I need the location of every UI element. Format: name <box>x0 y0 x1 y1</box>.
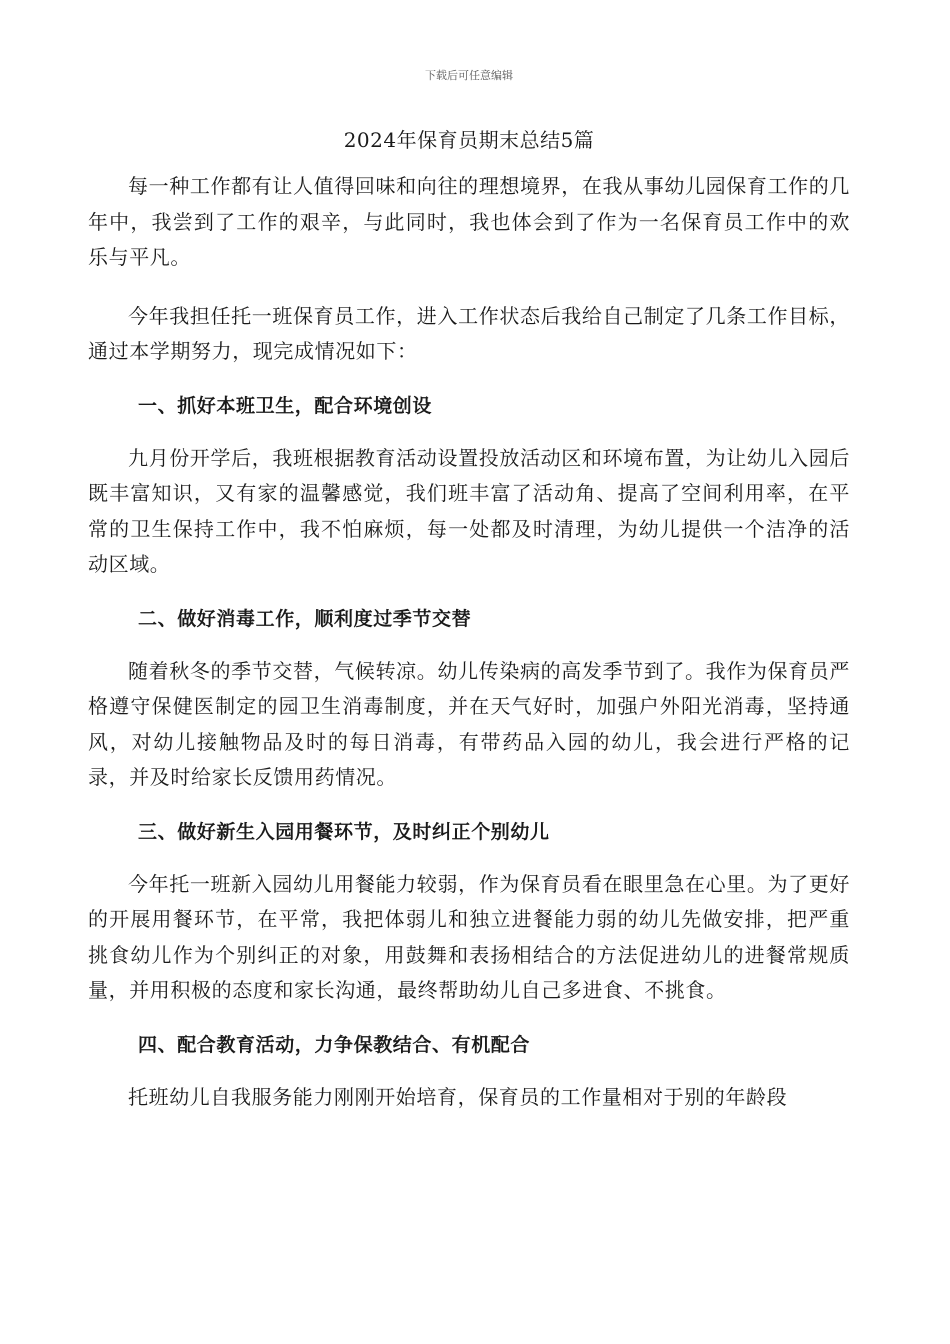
section-heading-1: 一、抓好本班卫生，配合环境创设 <box>138 394 433 417</box>
paragraph-goals: 今年我担任托一班保育员工作，进入工作状态后我给自己制定了几条工作目标，通过本学期努力，现完成情况如下： <box>88 303 850 363</box>
paragraph-intro: 每一种工作都有让人值得回味和向往的理想境界，在我从事幼儿园保育工作的几年中，我尝到了工作的艰辛，与此同时，我也体会到了作为一名保育员工作中的欢乐与平凡。 <box>88 174 850 269</box>
section-heading-2: 二、做好消毒工作，顺利度过季节交替 <box>138 607 472 630</box>
paragraph-section-2: 随着秋冬的季节交替，气候转凉。幼儿传染病的高发季节到了。我作为保育员严格遵守保健医制定的园卫生消毒制度，并在天气好时，加强户外阳光消毒，坚持通风，对幼儿接触物品及时的每日消毒，有带药品入园的幼儿，我会进行严格的记录，并及时给家长反馈用药情况。 <box>88 658 850 789</box>
header-note: 下载后可任意编辑 <box>425 69 513 82</box>
paragraph-section-4: 托班幼儿自我服务能力刚刚开始培育，保育员的工作量相对于别的年龄段 <box>128 1084 788 1109</box>
section-heading-4: 四、配合教育活动，力争保教结合、有机配合 <box>138 1033 531 1056</box>
document-title: 2024年保育员期末总结5篇 <box>343 128 595 152</box>
paragraph-section-3: 今年托一班新入园幼儿用餐能力较弱，作为保育员看在眼里急在心里。为了更好的开展用餐环节，在平常，我把体弱儿和独立进餐能力弱的幼儿先做安排，把严重挑食幼儿作为个别纠正的对象，用鼓舞和表扬相结合的方法促进幼儿的进餐常规质量，并用积极的态度和家长沟通，最终帮助幼儿自己多进食、不挑食。 <box>88 871 850 1002</box>
section-heading-3: 三、做好新生入园用餐环节，及时纠正个别幼儿 <box>138 820 550 843</box>
paragraph-section-1: 九月份开学后，我班根据教育活动设置投放活动区和环境布置，为让幼儿入园后既丰富知识，又有家的温馨感觉，我们班丰富了活动角、提高了空间利用率，在平常的卫生保持工作中，我不怕麻烦，每一处都及时清理，为幼儿提供一个洁净的活动区域。 <box>88 445 850 576</box>
